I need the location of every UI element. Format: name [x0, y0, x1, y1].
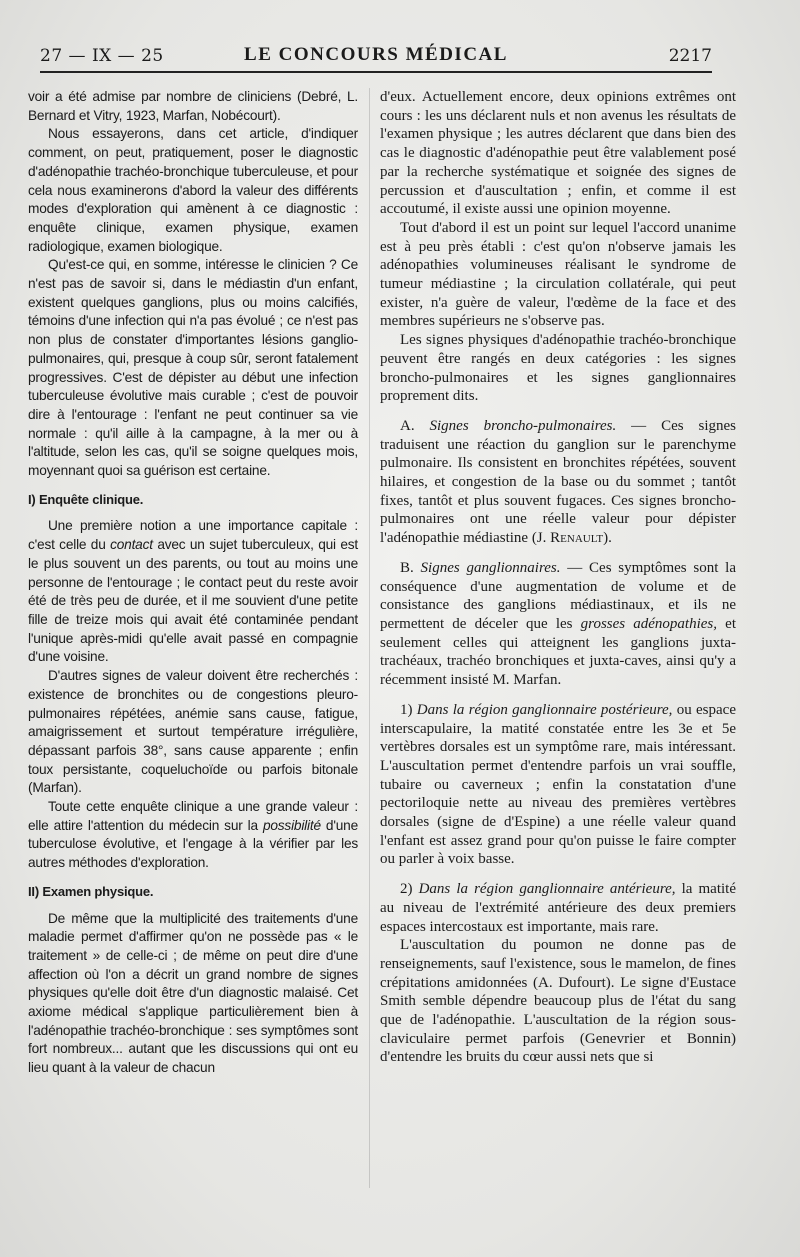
column-divider	[369, 88, 370, 1188]
paragraph: Une première notion a une importance capitale : c'est celle du contact avec un sujet tuberculeux, qui est le plus souvent un des parents, ou tout au moins une personne de l'entourage ; le contact peut du reste avoir été de très peu de durée, et il me souvient d'une petite fille de treize mois qui avait été contaminée pendant l'unique après-midi qu'elle avait passé en compagnie d'une voisine.	[28, 518, 358, 665]
paragraph-signes-broncho: A. Signes broncho-pulmonaires. — Ces signes traduisent une réaction du ganglion sur le parenchyme pulmonaire. Ils consistent en bronchites répétées, souvent hilaires, et congestion de la base ou du sommet ; tantôt fixes, tantôt et plus souvent fugaces. Ces signes broncho-pulmonaires ont une réelle valeur pour dépister l'adénopathie médiastine (J. Renault).	[380, 417, 736, 547]
right-column	[380, 88, 736, 1067]
paragraph: Qu'est-ce qui, en somme, intéresse le clinicien ? Ce n'est pas de savoir si, dans le médiastin d'un enfant, existent quelques ganglions, plus ou moins calcifiés, témoins d'une infection qui n'a pas évolué ; ce n'est pas non plus de constater d'importantes lésions ganglio-pulmonaires, qui, presque à coup sûr, seront fatalement progressives. C'est de dépister au début une infection tuberculeuse évolutive mais curable ; c'est de pouvoir dire à l'entourage : l'enfant ne peut continuer sa vie normale : qu'il aille à la campagne, à la mer ou à l'altitude, selon les cas, qu'il se soigne quelques mois, moyennant quoi sa guérison est certaine.	[28, 257, 358, 479]
issue-date: 27 — IX — 25	[40, 46, 164, 66]
paragraph: Les signes physiques d'adénopathie trachéo-bronchique peuvent être rangés en deux catégories : les signes broncho-pulmonaires et les signes ganglionnaires proprement dits.	[380, 332, 736, 405]
paragraph: De même que la multiplicité des traitements d'une maladie permet d'affirmer qu'on ne possède pas « le traitement » de celle-ci ; de même on peut dire d'une affection où l'on a décrit un grand nombre de signes physiques qu'elle doit être d'un diagnostic malaisé. Cet axiome médical s'applique particulièrement bien à l'adénopathie trachéo-bronchique : ses symptômes sont fort nombreux... autant que les discussions qui ont eu lieu quant à la valeur de chacun	[28, 910, 358, 1076]
header-rule	[40, 71, 712, 73]
paragraph-region-posterieure: 1) Dans la région ganglionnaire postérieure, ou espace interscapulaire, la matité constatée entre les 3e et 5e vertèbres dorsales est un symptôme rare, mais intéressant. L'auscultation permet d'entendre parfois un vrai souffle, tubaire ou caverneux ; enfin la constatation d'une pectoriloquie nette au niveau des premières vertèbres dorsales (signe de d'Espine) a une réelle valeur quand l'enfant est assez grand pour qu'on puisse le faire compter ou parler à voix basse.	[380, 701, 736, 868]
paragraph: Nous essayerons, dans cet article, d'indiquer comment, on peut, pratiquement, poser le diagnostic d'adénopathie trachéo-bronchique tuberculeuse, et pour cela nous examinerons d'abord la valeur des différents modes d'exploration qui amènent à ce diagnostic : enquête clinique, examen physique, examen radiologique, examen biologique.	[28, 126, 358, 254]
journal-title: LE CONCOURS MÉDICAL	[244, 44, 508, 65]
paragraph: D'autres signes de valeur doivent être recherchés : existence de bronchites ou de congestions pleuro-pulmonaires répétées, anémie sans cause, fatigue, amaigrissement et surtout température irrégulière, dépassant parfois 38°, sans cause apparente ; enfin toux persistante, coqueluchoïde ou parfois bitonale (Marfan).	[28, 668, 358, 796]
section-heading-examen: II) Examen physique.	[28, 883, 154, 899]
left-column	[28, 88, 358, 1078]
section-heading-enquete: I) Enquête clinique.	[28, 491, 144, 507]
paragraph: Tout d'abord il est un point sur lequel l'accord unanime est à peu près établi : c'est qu'on n'observe jamais les adénopathies volumineuses réalisant le syndrome de tumeur médiastine ; la circulation collatérale, qui peut exister, n'a guère de valeur, l'œdème de la face et des membres supérieurs ne s'observe pas.	[380, 219, 736, 330]
paragraph: L'auscultation du poumon ne donne pas de renseignements, sauf l'existence, sous le mamelon, de fines crépitations amidonnées (A. Dufourt). Le signe d'Eustace Smith semble dépendre beaucoup plus de l'état du sang que de l'adénopathie. L'auscultation de la région sous-claviculaire permet parfois (Genevrier et Bonnin) d'entendre les bruits du cœur aussi nets que si	[380, 937, 736, 1066]
paragraph-signes-ganglionnaires: B. Signes ganglionnaires. — Ces symptômes sont la conséquence d'une augmentation de volume et de consistance des ganglions médiastinaux, et ils ne permettent de déceler que les grosses adénopathies, et seulement celles qui atteignent les ganglions juxta-trachéaux, trachéo bronchiques et juxta-caves, ainsi qu'y a récemment insisté M. Marfan.	[380, 559, 736, 689]
paragraph: d'eux. Actuellement encore, deux opinions extrêmes ont cours : les uns déclarent nuls et non avenus les résultats de l'examen physique ; les autres déclarent que dans bien des cas le diagnostic d'adénopathie peut être valablement posé par la recherche systématique et soignée des signes de percussion et d'auscultation ; enfin, et comme il est accoutumé, il existe aussi une opinion moyenne.	[380, 89, 736, 218]
page-number: 2217	[668, 46, 712, 66]
page-header	[40, 44, 712, 70]
paragraph-region-anterieure: 2) Dans la région ganglionnaire antérieure, la matité au niveau de l'extrémité antérieure des deux premiers espaces intercostaux est importante, mais rare.	[380, 881, 737, 935]
paragraph: Toute cette enquête clinique a une grande valeur : elle attire l'attention du médecin sur la possibilité d'une tuberculose évolutive, et l'engage à la vérifier par les autres méthodes d'exploration.	[28, 799, 358, 871]
paragraph: voir a été admise par nombre de cliniciens (Debré, L. Bernard et Vitry, 1923, Marfan, Nobécourt).	[28, 89, 358, 123]
